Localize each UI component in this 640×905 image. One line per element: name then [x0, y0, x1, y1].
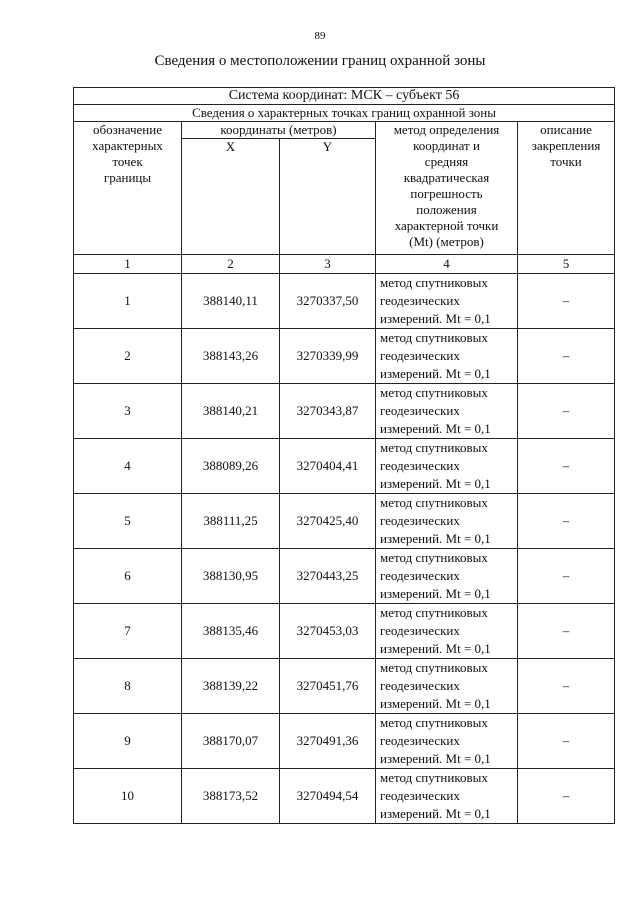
method-line: геодезических — [380, 568, 460, 583]
header-method-line: координат и — [413, 138, 480, 153]
y-coordinate-cell: 3270337,50 — [280, 274, 376, 329]
header-x: X — [182, 139, 280, 255]
method-line: метод спутниковых — [380, 495, 488, 510]
method-line: геодезических — [380, 293, 460, 308]
page-number: 89 — [314, 30, 326, 42]
fixing-description-cell: – — [518, 384, 615, 439]
header-method-line: погрешность — [410, 186, 483, 201]
method-line: измерений. Mt = 0,1 — [380, 586, 491, 601]
method-line: метод спутниковых — [380, 440, 488, 455]
method-line: геодезических — [380, 788, 460, 803]
y-coordinate-cell: 3270339,99 — [280, 329, 376, 384]
method-line: геодезических — [380, 513, 460, 528]
x-coordinate-cell: 388143,26 — [182, 329, 280, 384]
point-number-cell: 3 — [74, 384, 182, 439]
fixing-description-cell: – — [518, 549, 615, 604]
method-line: геодезических — [380, 458, 460, 473]
fixing-description-cell: – — [518, 659, 615, 714]
method-line: геодезических — [380, 733, 460, 748]
y-coordinate-cell: 3270404,41 — [280, 439, 376, 494]
header-point-line: точек — [112, 154, 143, 169]
header-method-line: квадратическая — [403, 170, 490, 185]
document-title: Сведения о местоположении границ охранной зоны — [154, 53, 486, 69]
column-number: 5 — [518, 255, 615, 274]
section-row — [74, 105, 615, 122]
header-coords: координаты (метров) — [182, 122, 376, 139]
x-coordinate-cell: 388139,22 — [182, 659, 280, 714]
method-line: измерений. Mt = 0,1 — [380, 696, 491, 711]
header-point-line: характерных — [92, 138, 163, 153]
system-row — [74, 88, 615, 105]
method-cell — [376, 769, 518, 824]
y-coordinate-cell: 3270425,40 — [280, 494, 376, 549]
column-number: 2 — [182, 255, 280, 274]
method-line: измерений. Mt = 0,1 — [380, 806, 491, 821]
method-cell — [376, 384, 518, 439]
header-fix-line: описание — [540, 122, 592, 137]
fixing-description-cell: – — [518, 439, 615, 494]
method-line: метод спутниковых — [380, 605, 488, 620]
method-line: геодезических — [380, 623, 460, 638]
method-cell — [376, 494, 518, 549]
y-coordinate-cell: 3270343,87 — [280, 384, 376, 439]
fixing-description-cell: – — [518, 329, 615, 384]
system-title: Система координат: МСК – субъект 56 — [74, 88, 615, 105]
y-coordinate-cell: 3270451,76 — [280, 659, 376, 714]
table-row — [74, 769, 615, 824]
method-line: геодезических — [380, 403, 460, 418]
method-line: измерений. Mt = 0,1 — [380, 311, 491, 326]
method-line: измерений. Mt = 0,1 — [380, 421, 491, 436]
table-row — [74, 384, 615, 439]
method-cell — [376, 659, 518, 714]
fixing-description-cell: – — [518, 274, 615, 329]
fixing-description-cell: – — [518, 494, 615, 549]
x-coordinate-cell: 388140,21 — [182, 384, 280, 439]
y-coordinate-cell: 3270494,54 — [280, 769, 376, 824]
header-fix-line: точки — [550, 154, 582, 169]
x-coordinate-cell: 388140,11 — [182, 274, 280, 329]
column-number: 4 — [376, 255, 518, 274]
column-number-row — [74, 255, 615, 274]
y-coordinate-cell: 3270453,03 — [280, 604, 376, 659]
method-cell — [376, 274, 518, 329]
fixing-description-cell: – — [518, 604, 615, 659]
point-number-cell: 5 — [74, 494, 182, 549]
section-title: Сведения о характерных точках границ охранной зоны — [74, 105, 615, 122]
table-row — [74, 604, 615, 659]
table-row — [74, 274, 615, 329]
method-line: геодезических — [380, 348, 460, 363]
table-row — [74, 329, 615, 384]
header-fix — [518, 122, 615, 255]
column-number: 3 — [280, 255, 376, 274]
x-coordinate-cell: 388170,07 — [182, 714, 280, 769]
method-cell — [376, 549, 518, 604]
point-number-cell: 8 — [74, 659, 182, 714]
table-row — [74, 659, 615, 714]
header-method-line: средняя — [424, 154, 469, 169]
header-method-line: (Mt) (метров) — [409, 234, 484, 249]
header-row-1 — [74, 122, 615, 139]
header-method-line: характерной точки — [394, 218, 499, 233]
point-number-cell: 1 — [74, 274, 182, 329]
method-cell — [376, 329, 518, 384]
x-coordinate-cell: 388173,52 — [182, 769, 280, 824]
method-line: измерений. Mt = 0,1 — [380, 476, 491, 491]
method-line: метод спутниковых — [380, 275, 488, 290]
method-line: измерений. Mt = 0,1 — [380, 531, 491, 546]
y-coordinate-cell: 3270443,25 — [280, 549, 376, 604]
header-method-line: метод определения — [393, 122, 500, 137]
method-line: метод спутниковых — [380, 330, 488, 345]
header-point — [74, 122, 182, 255]
method-cell — [376, 604, 518, 659]
point-number-cell: 4 — [74, 439, 182, 494]
header-point-line: обозначение — [93, 122, 162, 137]
point-number-cell: 7 — [74, 604, 182, 659]
table-body — [74, 88, 615, 824]
x-coordinate-cell: 388089,26 — [182, 439, 280, 494]
table-row — [74, 714, 615, 769]
point-number-cell: 6 — [74, 549, 182, 604]
method-line: метод спутниковых — [380, 385, 488, 400]
table-row — [74, 549, 615, 604]
header-method-line: положения — [416, 202, 477, 217]
column-number: 1 — [74, 255, 182, 274]
point-number-cell: 10 — [74, 769, 182, 824]
coordinates-table — [73, 87, 615, 824]
x-coordinate-cell: 388135,46 — [182, 604, 280, 659]
method-cell — [376, 714, 518, 769]
header-method — [376, 122, 518, 255]
header-fix-line: закрепления — [531, 138, 601, 153]
fixing-description-cell: – — [518, 714, 615, 769]
method-line: метод спутниковых — [380, 715, 488, 730]
method-cell — [376, 439, 518, 494]
fixing-description-cell: – — [518, 769, 615, 824]
method-line: метод спутниковых — [380, 770, 488, 785]
point-number-cell: 2 — [74, 329, 182, 384]
table-row — [74, 494, 615, 549]
method-line: измерений. Mt = 0,1 — [380, 366, 491, 381]
x-coordinate-cell: 388111,25 — [182, 494, 280, 549]
point-number-cell: 9 — [74, 714, 182, 769]
table-row — [74, 439, 615, 494]
x-coordinate-cell: 388130,95 — [182, 549, 280, 604]
header-point-line: границы — [103, 170, 152, 185]
method-line: геодезических — [380, 678, 460, 693]
method-line: измерений. Mt = 0,1 — [380, 751, 491, 766]
method-line: метод спутниковых — [380, 660, 488, 675]
header-y: Y — [280, 139, 376, 255]
y-coordinate-cell: 3270491,36 — [280, 714, 376, 769]
method-line: измерений. Mt = 0,1 — [380, 641, 491, 656]
method-line: метод спутниковых — [380, 550, 488, 565]
